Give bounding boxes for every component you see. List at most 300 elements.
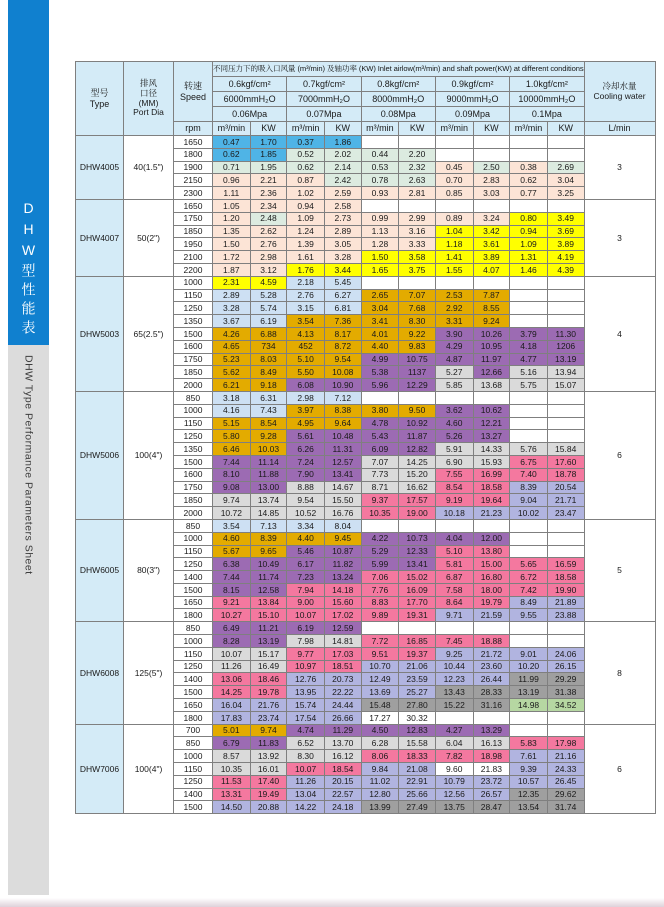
airflow-cell: 12.76 bbox=[287, 673, 325, 686]
airflow-cell: 5.15 bbox=[213, 417, 251, 430]
airflow-cell: 5.29 bbox=[361, 545, 399, 558]
airflow-cell: 4.22 bbox=[361, 532, 399, 545]
power-cell: 21.72 bbox=[473, 647, 510, 660]
airflow-cell: 6.87 bbox=[435, 571, 473, 584]
speed-cell: 1500 bbox=[174, 801, 213, 814]
airflow-cell: 3.34 bbox=[287, 519, 325, 532]
power-cell: 23.60 bbox=[473, 660, 510, 673]
airflow-cell: 7.42 bbox=[510, 583, 548, 596]
power-cell: 3.61 bbox=[473, 238, 510, 251]
header-cooling-cn: 冷却水量 bbox=[602, 80, 637, 91]
airflow-cell: 6.17 bbox=[287, 558, 325, 571]
speed-cell: 2100 bbox=[174, 251, 213, 264]
power-cell: 13.92 bbox=[250, 750, 287, 763]
speed-cell: 1350 bbox=[174, 315, 213, 328]
cooling-water-cell: 5 bbox=[584, 519, 655, 621]
power-cell: 3.16 bbox=[399, 225, 436, 238]
airflow-cell: 0.94 bbox=[510, 225, 548, 238]
power-cell: 19.31 bbox=[399, 609, 436, 622]
airflow-cell: 10.27 bbox=[213, 609, 251, 622]
power-cell: 9.45 bbox=[324, 532, 361, 545]
header-power-unit-3: KW bbox=[473, 122, 510, 136]
power-cell: 20.88 bbox=[250, 801, 287, 814]
airflow-cell: 5.96 bbox=[361, 379, 399, 392]
speed-cell: 1500 bbox=[174, 327, 213, 340]
power-cell: 22.22 bbox=[324, 686, 361, 699]
power-cell: 3.04 bbox=[547, 174, 584, 187]
airflow-cell: 7.72 bbox=[361, 635, 399, 648]
airflow-cell: 14.98 bbox=[510, 699, 548, 712]
airflow-cell: 6.28 bbox=[361, 737, 399, 750]
power-cell: 10.08 bbox=[324, 366, 361, 379]
power-cell: 18.98 bbox=[473, 750, 510, 763]
power-cell bbox=[547, 545, 584, 558]
power-cell: 16.80 bbox=[473, 571, 510, 584]
page-bottom-edge bbox=[0, 898, 664, 907]
airflow-cell: 9.37 bbox=[361, 494, 399, 507]
airflow-cell bbox=[510, 289, 548, 302]
airflow-cell: 0.89 bbox=[435, 212, 473, 225]
airflow-cell: 452 bbox=[287, 340, 325, 353]
power-cell: 12.29 bbox=[399, 379, 436, 392]
power-cell: 19.78 bbox=[250, 686, 287, 699]
power-cell: 26.45 bbox=[547, 775, 584, 788]
header-mpa-3: 0.09Mpa bbox=[435, 107, 509, 122]
power-cell: 15.60 bbox=[324, 596, 361, 609]
power-cell: 13.00 bbox=[250, 481, 287, 494]
power-cell: 13.80 bbox=[473, 545, 510, 558]
airflow-cell: 9.77 bbox=[287, 647, 325, 660]
airflow-cell: 0.85 bbox=[435, 187, 473, 200]
power-cell: 20.54 bbox=[547, 481, 584, 494]
power-cell: 9.28 bbox=[250, 430, 287, 443]
airflow-cell: 1.20 bbox=[213, 212, 251, 225]
power-cell: 17.60 bbox=[547, 455, 584, 468]
airflow-cell: 8.88 bbox=[287, 481, 325, 494]
airflow-cell: 5.99 bbox=[361, 558, 399, 571]
airflow-cell: 1.04 bbox=[435, 225, 473, 238]
speed-cell: 1650 bbox=[174, 596, 213, 609]
header-mmh2o-4: 10000mmH₂O bbox=[510, 92, 584, 107]
airflow-cell: 4.04 bbox=[435, 532, 473, 545]
airflow-cell: 9.08 bbox=[213, 481, 251, 494]
airflow-cell: 10.07 bbox=[213, 647, 251, 660]
model-cell: DHW4005 bbox=[76, 136, 124, 200]
airflow-cell: 3.41 bbox=[361, 315, 399, 328]
power-cell: 21.16 bbox=[547, 750, 584, 763]
power-cell bbox=[547, 532, 584, 545]
airflow-cell: 17.83 bbox=[213, 711, 251, 724]
speed-cell: 1400 bbox=[174, 673, 213, 686]
speed-cell: 1950 bbox=[174, 238, 213, 251]
speed-cell: 1000 bbox=[174, 276, 213, 289]
performance-table bbox=[75, 61, 656, 814]
header-mmh2o-1: 7000mmH₂O bbox=[287, 92, 361, 107]
airflow-cell: 10.97 bbox=[287, 660, 325, 673]
speed-cell: 1150 bbox=[174, 647, 213, 660]
power-cell: 7.43 bbox=[250, 404, 287, 417]
power-cell: 14.18 bbox=[324, 583, 361, 596]
airflow-cell: 1.76 bbox=[287, 263, 325, 276]
power-cell: 34.52 bbox=[547, 699, 584, 712]
airflow-cell: 1.11 bbox=[213, 187, 251, 200]
speed-cell: 1150 bbox=[174, 289, 213, 302]
airflow-cell: 9.51 bbox=[361, 647, 399, 660]
power-cell: 2.69 bbox=[547, 161, 584, 174]
airflow-cell: 1.61 bbox=[287, 251, 325, 264]
airflow-cell: 4.65 bbox=[213, 340, 251, 353]
power-cell: 17.40 bbox=[250, 775, 287, 788]
airflow-cell: 6.38 bbox=[213, 558, 251, 571]
airflow-cell: 5.10 bbox=[287, 353, 325, 366]
power-cell: 22.57 bbox=[324, 788, 361, 801]
airflow-cell: 4.13 bbox=[287, 327, 325, 340]
power-cell bbox=[547, 148, 584, 161]
airflow-cell: 6.21 bbox=[213, 379, 251, 392]
header-conditions-title: 不同压力下的吸入口风量 (m³/min) 及轴功率 (KW) Inlet airlow(m³/min) and shaft power(KW) at different conditions bbox=[213, 62, 585, 77]
power-cell: 23.72 bbox=[473, 775, 510, 788]
header-power-unit-1: KW bbox=[324, 122, 361, 136]
header-cooling-en: Cooling water bbox=[593, 90, 646, 101]
power-cell: 19.79 bbox=[473, 596, 510, 609]
power-cell: 2.21 bbox=[250, 174, 287, 187]
power-cell: 20.15 bbox=[324, 775, 361, 788]
power-cell: 16.59 bbox=[547, 558, 584, 571]
power-cell bbox=[473, 276, 510, 289]
power-cell bbox=[473, 391, 510, 404]
airflow-cell: 9.39 bbox=[510, 763, 548, 776]
power-cell bbox=[473, 711, 510, 724]
speed-cell: 1850 bbox=[174, 366, 213, 379]
power-cell: 15.17 bbox=[250, 647, 287, 660]
table-row bbox=[76, 136, 656, 149]
power-cell: 31.74 bbox=[547, 801, 584, 814]
power-cell: 18.88 bbox=[473, 635, 510, 648]
power-cell: 3.28 bbox=[324, 251, 361, 264]
cooling-water-cell: 3 bbox=[584, 199, 655, 276]
speed-cell: 2200 bbox=[174, 263, 213, 276]
power-cell: 4.39 bbox=[547, 263, 584, 276]
airflow-cell: 3.80 bbox=[361, 404, 399, 417]
power-cell: 18.58 bbox=[547, 571, 584, 584]
power-cell: 14.67 bbox=[324, 481, 361, 494]
power-cell: 24.44 bbox=[324, 699, 361, 712]
model-cell: DHW4007 bbox=[76, 199, 124, 276]
header-kgf-1: 0.7kgf/cm² bbox=[287, 77, 361, 92]
airflow-cell bbox=[435, 136, 473, 149]
airflow-cell: 10.20 bbox=[510, 660, 548, 673]
table-header bbox=[76, 62, 656, 136]
airflow-cell: 1.18 bbox=[435, 238, 473, 251]
airflow-cell: 7.44 bbox=[213, 455, 251, 468]
power-cell: 3.33 bbox=[399, 238, 436, 251]
power-cell: 8.72 bbox=[324, 340, 361, 353]
power-cell: 1206 bbox=[547, 340, 584, 353]
airflow-cell bbox=[435, 391, 473, 404]
header-model-cn: 型号 bbox=[90, 88, 109, 99]
power-cell: 8.04 bbox=[324, 519, 361, 532]
airflow-cell bbox=[510, 199, 548, 212]
airflow-cell: 8.28 bbox=[213, 635, 251, 648]
power-cell: 21.76 bbox=[250, 699, 287, 712]
power-cell: 17.57 bbox=[399, 494, 436, 507]
airflow-cell: 1.05 bbox=[213, 199, 251, 212]
power-cell: 2.62 bbox=[250, 225, 287, 238]
model-cell: DHW7006 bbox=[76, 724, 124, 814]
power-cell: 9.74 bbox=[250, 724, 287, 737]
airflow-cell: 7.61 bbox=[510, 750, 548, 763]
power-cell: 15.20 bbox=[399, 468, 436, 481]
power-cell: 13.27 bbox=[473, 430, 510, 443]
header-flow-unit-3: m³/min bbox=[435, 122, 473, 136]
airflow-cell: 13.69 bbox=[361, 686, 399, 699]
power-cell: 15.10 bbox=[250, 609, 287, 622]
power-cell: 13.68 bbox=[473, 379, 510, 392]
airflow-cell: 13.54 bbox=[510, 801, 548, 814]
airflow-cell: 5.27 bbox=[435, 366, 473, 379]
airflow-cell: 3.67 bbox=[213, 315, 251, 328]
airflow-cell bbox=[510, 545, 548, 558]
airflow-cell: 6.46 bbox=[213, 443, 251, 456]
power-cell: 5.45 bbox=[324, 276, 361, 289]
speed-cell: 1850 bbox=[174, 225, 213, 238]
airflow-cell: 7.94 bbox=[287, 583, 325, 596]
airflow-cell: 3.04 bbox=[361, 302, 399, 315]
airflow-cell: 13.31 bbox=[213, 788, 251, 801]
airflow-cell: 5.65 bbox=[510, 558, 548, 571]
speed-cell: 1000 bbox=[174, 750, 213, 763]
airflow-cell: 8.71 bbox=[361, 481, 399, 494]
airflow-cell: 5.85 bbox=[435, 379, 473, 392]
airflow-cell: 5.91 bbox=[435, 443, 473, 456]
power-cell: 3.44 bbox=[324, 263, 361, 276]
power-cell: 10.26 bbox=[473, 327, 510, 340]
power-cell: 10.03 bbox=[250, 443, 287, 456]
airflow-cell: 3.97 bbox=[287, 404, 325, 417]
airflow-cell bbox=[361, 391, 399, 404]
port-dia-cell: 65(2.5") bbox=[124, 276, 174, 391]
airflow-cell bbox=[510, 302, 548, 315]
power-cell bbox=[547, 635, 584, 648]
power-cell: 31.38 bbox=[547, 686, 584, 699]
airflow-cell: 9.04 bbox=[510, 494, 548, 507]
power-cell: 27.49 bbox=[399, 801, 436, 814]
power-cell: 2.42 bbox=[324, 174, 361, 187]
speed-cell: 2000 bbox=[174, 507, 213, 520]
airflow-cell: 10.35 bbox=[213, 763, 251, 776]
airflow-cell: 3.18 bbox=[213, 391, 251, 404]
power-cell: 15.07 bbox=[547, 379, 584, 392]
power-cell: 21.06 bbox=[399, 660, 436, 673]
airflow-cell bbox=[361, 622, 399, 635]
table-row bbox=[76, 391, 656, 404]
power-cell: 12.59 bbox=[324, 622, 361, 635]
power-cell bbox=[473, 199, 510, 212]
cooling-water-cell: 3 bbox=[584, 136, 655, 200]
speed-cell: 1750 bbox=[174, 212, 213, 225]
power-cell: 8.49 bbox=[250, 366, 287, 379]
header-power-unit-2: KW bbox=[399, 122, 436, 136]
power-cell: 2.20 bbox=[399, 148, 436, 161]
speed-cell: 1500 bbox=[174, 686, 213, 699]
airflow-cell: 3.31 bbox=[435, 315, 473, 328]
header-power-unit-4: KW bbox=[547, 122, 584, 136]
power-cell: 7.13 bbox=[250, 519, 287, 532]
power-cell: 3.49 bbox=[547, 212, 584, 225]
power-cell: 2.99 bbox=[399, 212, 436, 225]
airflow-cell: 10.57 bbox=[510, 775, 548, 788]
power-cell: 8.55 bbox=[473, 302, 510, 315]
power-cell: 21.83 bbox=[473, 763, 510, 776]
header-cooling-water bbox=[584, 62, 655, 122]
power-cell: 27.80 bbox=[399, 699, 436, 712]
airflow-cell: 10.07 bbox=[287, 609, 325, 622]
airflow-cell: 9.55 bbox=[510, 609, 548, 622]
airflow-cell: 7.07 bbox=[361, 455, 399, 468]
speed-cell: 1850 bbox=[174, 494, 213, 507]
power-cell: 21.08 bbox=[399, 763, 436, 776]
header-port-l3: (MM) bbox=[138, 97, 159, 108]
port-dia-cell: 125(5") bbox=[124, 622, 174, 724]
header-port-l4: Port Dia bbox=[133, 107, 164, 118]
power-cell: 1.86 bbox=[324, 136, 361, 149]
power-cell: 24.33 bbox=[547, 763, 584, 776]
power-cell: 21.23 bbox=[473, 507, 510, 520]
airflow-cell: 3.90 bbox=[435, 327, 473, 340]
airflow-cell: 3.28 bbox=[213, 302, 251, 315]
power-cell: 26.15 bbox=[547, 660, 584, 673]
power-cell: 2.98 bbox=[250, 251, 287, 264]
power-cell: 16.13 bbox=[473, 737, 510, 750]
power-cell: 9.50 bbox=[399, 404, 436, 417]
airflow-cell: 12.49 bbox=[361, 673, 399, 686]
airflow-cell bbox=[361, 519, 399, 532]
header-mmh2o-2: 8000mmH₂O bbox=[361, 92, 435, 107]
power-cell: 16.76 bbox=[324, 507, 361, 520]
power-cell: 11.14 bbox=[250, 455, 287, 468]
airflow-cell: 2.92 bbox=[435, 302, 473, 315]
power-cell: 13.94 bbox=[547, 366, 584, 379]
power-cell bbox=[399, 276, 436, 289]
speed-cell: 1650 bbox=[174, 136, 213, 149]
sidebar-title-english: DHW Type Performance Parameters Sheet bbox=[22, 355, 35, 575]
airflow-cell: 15.74 bbox=[287, 699, 325, 712]
airflow-cell: 0.87 bbox=[287, 174, 325, 187]
power-cell: 23.47 bbox=[547, 507, 584, 520]
airflow-cell bbox=[510, 519, 548, 532]
airflow-cell: 8.06 bbox=[361, 750, 399, 763]
header-speed-en: Speed bbox=[179, 91, 207, 102]
power-cell: 9.65 bbox=[250, 545, 287, 558]
airflow-cell: 13.19 bbox=[510, 686, 548, 699]
power-cell: 13.74 bbox=[250, 494, 287, 507]
header-mmh2o-0: 6000mmH₂O bbox=[213, 92, 287, 107]
airflow-cell: 10.07 bbox=[287, 763, 325, 776]
airflow-cell bbox=[510, 430, 548, 443]
power-cell: 2.73 bbox=[324, 212, 361, 225]
speed-cell: 1000 bbox=[174, 532, 213, 545]
power-cell bbox=[547, 391, 584, 404]
power-cell bbox=[399, 136, 436, 149]
airflow-cell: 5.01 bbox=[213, 724, 251, 737]
airflow-cell: 5.23 bbox=[213, 353, 251, 366]
airflow-cell: 6.79 bbox=[213, 737, 251, 750]
power-cell: 4.59 bbox=[250, 276, 287, 289]
power-cell: 2.14 bbox=[324, 161, 361, 174]
airflow-cell: 8.15 bbox=[213, 583, 251, 596]
airflow-cell: 1.39 bbox=[287, 238, 325, 251]
power-cell: 9.54 bbox=[324, 353, 361, 366]
airflow-cell: 8.57 bbox=[213, 750, 251, 763]
airflow-cell: 2.89 bbox=[213, 289, 251, 302]
model-cell: DHW6005 bbox=[76, 519, 124, 621]
power-cell: 9.64 bbox=[324, 417, 361, 430]
power-cell: 15.00 bbox=[473, 558, 510, 571]
airflow-cell: 9.00 bbox=[287, 596, 325, 609]
power-cell: 5.28 bbox=[250, 289, 287, 302]
airflow-cell: 5.76 bbox=[510, 443, 548, 456]
header-kgf-2: 0.8kgf/cm² bbox=[361, 77, 435, 92]
sidebar-title-chinese: DHW型性能表 bbox=[20, 200, 37, 339]
power-cell: 9.22 bbox=[399, 327, 436, 340]
header-flow-unit-2: m³/min bbox=[361, 122, 399, 136]
power-cell: 16.99 bbox=[473, 468, 510, 481]
airflow-cell: 11.99 bbox=[510, 673, 548, 686]
airflow-cell: 3.54 bbox=[213, 519, 251, 532]
airflow-cell: 1.02 bbox=[287, 187, 325, 200]
airflow-cell: 5.83 bbox=[510, 737, 548, 750]
power-cell: 2.83 bbox=[473, 174, 510, 187]
airflow-cell: 4.29 bbox=[435, 340, 473, 353]
power-cell: 31.16 bbox=[473, 699, 510, 712]
power-cell: 20.73 bbox=[324, 673, 361, 686]
port-dia-cell: 40(1.5") bbox=[124, 136, 174, 200]
power-cell: 12.57 bbox=[324, 455, 361, 468]
power-cell: 2.89 bbox=[324, 225, 361, 238]
header-flow-unit-1: m³/min bbox=[287, 122, 325, 136]
power-cell: 3.03 bbox=[473, 187, 510, 200]
power-cell: 8.30 bbox=[399, 315, 436, 328]
power-cell: 4.19 bbox=[547, 251, 584, 264]
airflow-cell bbox=[435, 199, 473, 212]
power-cell bbox=[547, 430, 584, 443]
airflow-cell: 4.60 bbox=[213, 532, 251, 545]
airflow-cell: 0.62 bbox=[510, 174, 548, 187]
power-cell bbox=[547, 404, 584, 417]
airflow-cell: 4.27 bbox=[435, 724, 473, 737]
power-cell: 18.33 bbox=[399, 750, 436, 763]
header-port-l2: 口径 bbox=[139, 87, 157, 98]
airflow-cell: 10.44 bbox=[435, 660, 473, 673]
airflow-cell bbox=[361, 276, 399, 289]
power-cell: 24.06 bbox=[547, 647, 584, 660]
power-cell: 13.19 bbox=[250, 635, 287, 648]
power-cell bbox=[547, 622, 584, 635]
power-cell bbox=[547, 136, 584, 149]
power-cell: 2.50 bbox=[473, 161, 510, 174]
power-cell: 15.50 bbox=[324, 494, 361, 507]
header-mpa-1: 0.07Mpa bbox=[287, 107, 361, 122]
power-cell: 23.88 bbox=[547, 609, 584, 622]
power-cell: 19.00 bbox=[399, 507, 436, 520]
header-speed-cn: 转速 bbox=[183, 81, 202, 92]
speed-cell: 1650 bbox=[174, 199, 213, 212]
speed-cell: 1250 bbox=[174, 430, 213, 443]
power-cell: 8.03 bbox=[250, 353, 287, 366]
airflow-cell: 12.35 bbox=[510, 788, 548, 801]
power-cell: 7.07 bbox=[399, 289, 436, 302]
airflow-cell: 1.72 bbox=[213, 251, 251, 264]
